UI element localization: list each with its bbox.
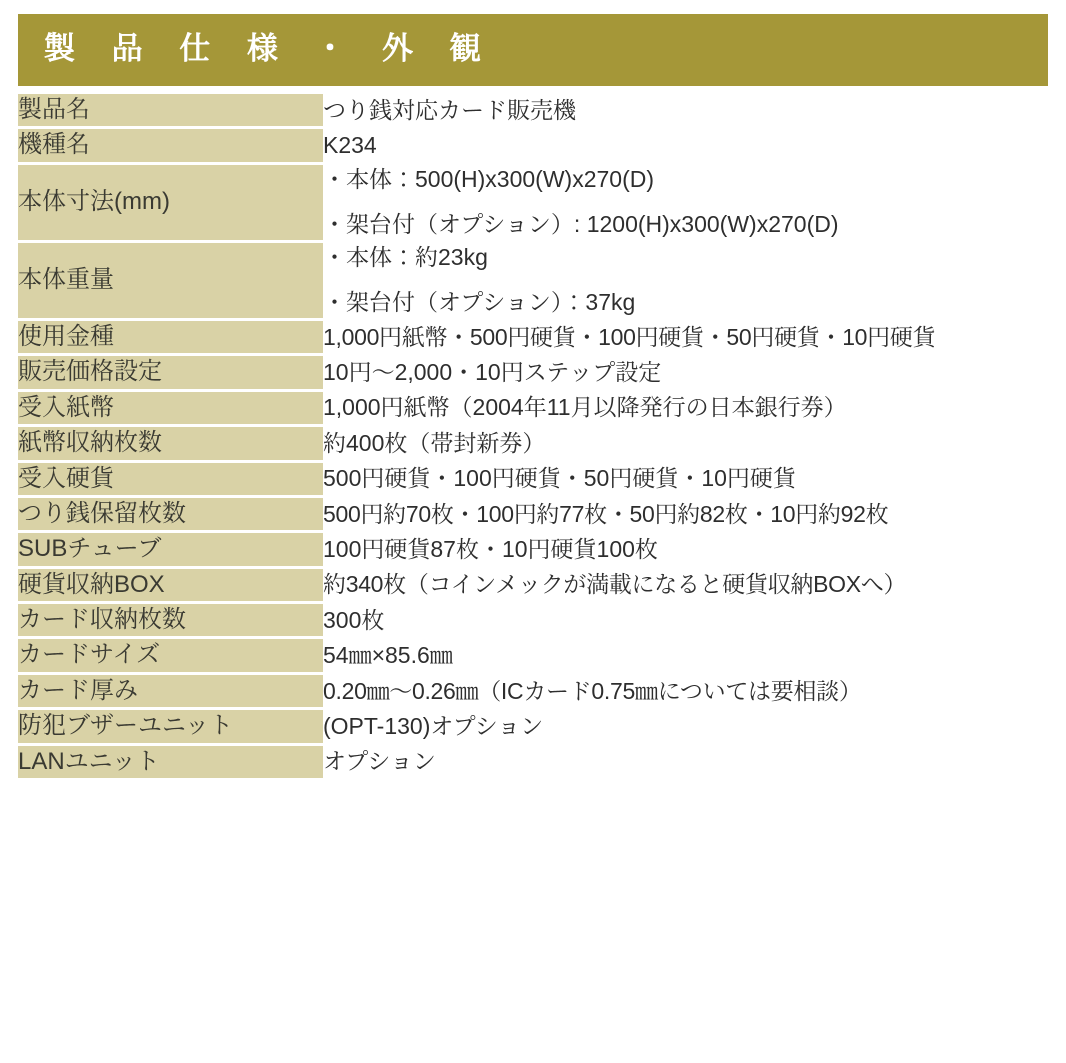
table-row (18, 390, 1048, 425)
spec-value (323, 461, 1048, 496)
page-title: 製 品 仕 様 ・ 外 観 (18, 14, 1048, 86)
table-row (18, 128, 1048, 163)
spec-value-line: ・架台付（オプション）：37kg (323, 289, 636, 316)
spec-label: 販売価格設定 (18, 355, 323, 390)
spec-value-line: 54㎜×85.6㎜ (323, 642, 453, 669)
table-row (18, 532, 1048, 567)
spec-value-line: 1,000円紙幣（2004年11月以降発行の日本銀行券） (323, 394, 847, 421)
spec-label: 受入紙幣 (18, 390, 323, 425)
spec-label: 硬貨収納BOX (18, 567, 323, 602)
table-row (18, 496, 1048, 531)
spec-label: 防犯ブザーユニット (18, 709, 323, 744)
spec-label: カードサイズ (18, 638, 323, 673)
table-row (18, 567, 1048, 602)
spec-value-line: 1,000円紙幣・500円硬貨・100円硬貨・50円硬貨・10円硬貨 (323, 323, 936, 350)
spec-value-line: ・架台付（オプション）: 1200(H)x300(W)x270(D) (323, 211, 839, 238)
spec-value (323, 319, 1048, 354)
table-row (18, 744, 1048, 779)
spec-value (323, 567, 1048, 602)
table-row (18, 603, 1048, 638)
spec-label: カード収納枚数 (18, 603, 323, 638)
spec-label: カード厚み (18, 673, 323, 708)
spec-value-line: (OPT-130)オプション (323, 712, 544, 739)
spec-label: SUBチューブ (18, 532, 323, 567)
spec-value-line: 500円約70枚・100円約77枚・50円約82枚・10円約92枚 (323, 500, 889, 527)
table-row (18, 638, 1048, 673)
table-row (18, 241, 1048, 319)
spec-label: 製品名 (18, 94, 323, 128)
table-row (18, 673, 1048, 708)
spec-label: 受入硬貨 (18, 461, 323, 496)
table-row (18, 319, 1048, 354)
spec-value-line: ・本体：500(H)x300(W)x270(D) (323, 166, 655, 193)
spec-label: 使用金種 (18, 319, 323, 354)
spec-table-body (18, 94, 1048, 780)
spec-value (323, 532, 1048, 567)
spec-value-line: 10円〜2,000・10円ステップ設定 (323, 359, 662, 386)
spec-label: 機種名 (18, 128, 323, 163)
spec-value-line: 300枚 (323, 606, 385, 633)
spec-label: つり銭保留枚数 (18, 496, 323, 531)
spec-value (323, 709, 1048, 744)
table-row (18, 461, 1048, 496)
spec-table (18, 94, 1048, 781)
spec-label: 本体重量 (18, 241, 323, 319)
spec-value (323, 94, 1048, 128)
spec-value (323, 355, 1048, 390)
spec-value-line: 約340枚（コインメックが満載になると硬貨収納BOXへ） (323, 571, 907, 598)
spec-value-line: オプション (323, 748, 436, 775)
spec-value (323, 426, 1048, 461)
spec-value (323, 638, 1048, 673)
table-row (18, 426, 1048, 461)
spec-value (323, 241, 1048, 319)
spec-label: LANユニット (18, 744, 323, 779)
spec-value-line: つり銭対応カード販売機 (323, 96, 576, 123)
table-row (18, 163, 1048, 241)
spec-value (323, 390, 1048, 425)
spec-value (323, 603, 1048, 638)
spec-value (323, 128, 1048, 163)
spec-value (323, 673, 1048, 708)
spec-value-line: K234 (323, 132, 377, 159)
spec-value-line: ・本体：約23kg (323, 244, 488, 271)
spec-label: 紙幣収納枚数 (18, 426, 323, 461)
spec-value-line: 100円硬貨87枚・10円硬貨100枚 (323, 535, 658, 562)
spec-value-line: 約400枚（帯封新券） (323, 429, 546, 456)
table-row (18, 709, 1048, 744)
table-row (18, 94, 1048, 128)
spec-value-line: 0.20㎜〜0.26㎜（ICカード0.75㎜については要相談） (323, 677, 862, 704)
spec-value-line: 500円硬貨・100円硬貨・50円硬貨・10円硬貨 (323, 465, 796, 492)
spec-label: 本体寸法(mm) (18, 163, 323, 241)
spec-value (323, 163, 1048, 241)
spec-value (323, 496, 1048, 531)
spec-value (323, 744, 1048, 779)
table-row (18, 355, 1048, 390)
